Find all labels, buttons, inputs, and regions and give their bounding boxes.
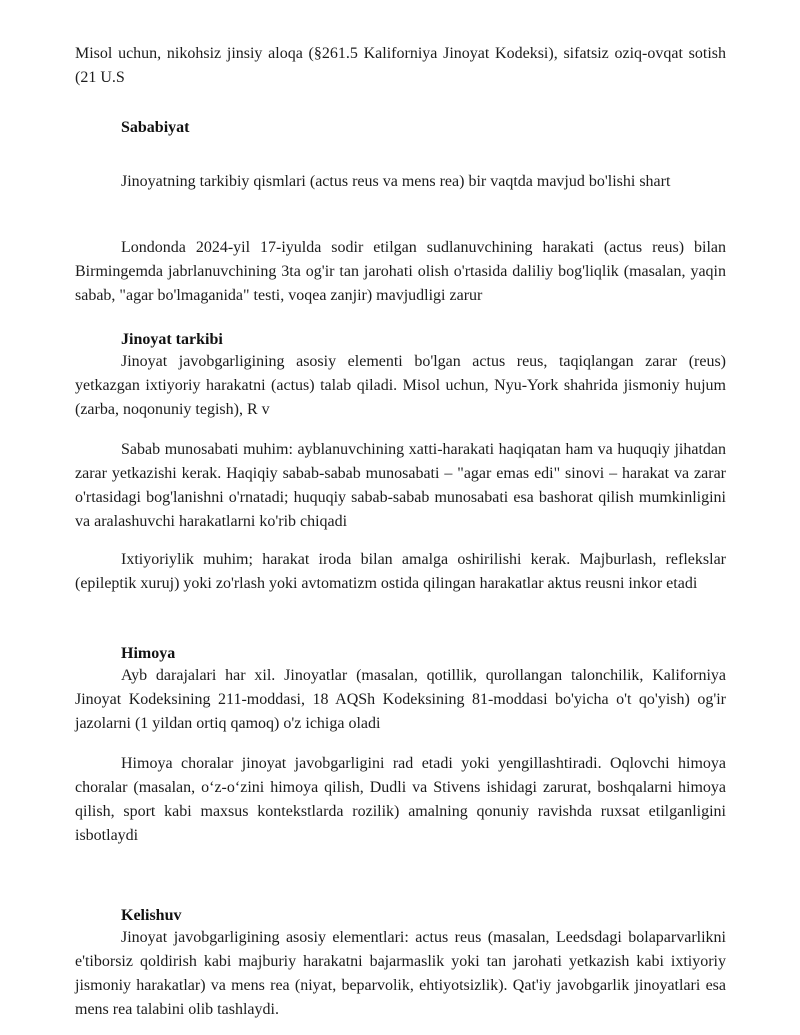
tarkib-paragraph-2: Sabab munosabati muhim: ayblanuvchining xatti-harakati haqiqatan ham va huquqiy jihatdan zarar yetkazishi kerak. Haqiqiy sabab-sabab munosabati – "agar emas edi" sinovi – harakat va zarar o'rtasidagi bog'lanishni o'rnatadi; huquqiy sabab-sabab munosabati esa bashorat qilish mumkinligini va aralashuvchi harakatlarni ko'rib chiqadi (75, 441, 726, 530)
heading-himoya: Himoya (121, 645, 176, 662)
heading-sababiyat: Sababiyat (121, 119, 190, 136)
himoya-paragraph-1: Ayb darajalari har xil. Jinoyatlar (masalan, qotillik, qurollangan talonchilik, Kaliforniya Jinoyat Kodeksining 211-moddasi, 18 AQSh Kodeksining 81-moddasi bo'yicha o't qo'yish) og'ir jazolarni (1 yildan ortiq qamoq) o'z ichiga oladi (75, 667, 726, 732)
sababiyat-paragraph-1: Jinoyatning tarkibiy qismlari (actus reus va mens rea) bir vaqtda mavjud bo'lishi shart (121, 173, 671, 190)
tarkib-paragraph-3: Ixtiyoriylik muhim; harakat iroda bilan amalga oshirilishi kerak. Majburlash, reflekslar (epileptik xuruj) yoki zo'rlash yoki avtomatizm ostida qilingan harakatlar aktus reusni inkor etadi (75, 551, 726, 592)
himoya-paragraph-2: Himoya choralar jinoyat javobgarligini rad etadi yoki yengillashtiradi. Oqlovchi himoya choralar (masalan, o‘z-o‘zini himoya qilish, Dudli va Stivens ishidagi zarurat, boshqalarni himoya qilish, sport kabi maxsus kontekstlarda rozilik) amalning qonuniy ravishda ruxsat etilganligini isbotlaydi (75, 755, 726, 844)
intro-paragraph: Misol uchun, nikohsiz jinsiy aloqa (§261.5 Kaliforniya Jinoyat Kodeksi), sifatsiz oziq-ovqat sotish (21 U.S (75, 45, 726, 86)
kelishuv-paragraph-1: Jinoyat javobgarligining asosiy elementlari: actus reus (masalan, Leedsdagi bolaparvarlikni e'tiborsiz qoldirish kabi majburiy harakatni bajarmaslik yoki tan jarohati yetkazish kabi ixtiyoriy jismoniy harakatlar) va mens rea (niyat, beparvolik, ehtiyotsizlik). Qat'iy javobgarlik jinoyatlari esa mens rea talabini olib tashlaydi. (75, 929, 726, 1018)
tarkib-paragraph-1: Jinoyat javobgarligining asosiy elementi bo'lgan actus reus, taqiqlangan zarar (reus) yetkazgan ixtiyoriy harakatni (actus) talab qiladi. Misol uchun, Nyu-York shahrida jismoniy hujum (zarba, noqonuniy tegish), R v (75, 353, 726, 418)
heading-kelishuv: Kelishuv (121, 907, 182, 924)
heading-jinoyat-tarkibi: Jinoyat tarkibi (121, 331, 223, 348)
sababiyat-paragraph-2: Londonda 2024-yil 17-iyulda sodir etilgan sudlanuvchining harakati (actus reus) bilan Birmingemda jabrlanuvchining 3ta og'ir tan jarohati olish o'rtasida daliliy bog'liqlik (masalan, yaqin sabab, "agar bo'lmaganida" testi, voqea zanjir) mavjudligi zarur (75, 239, 726, 304)
